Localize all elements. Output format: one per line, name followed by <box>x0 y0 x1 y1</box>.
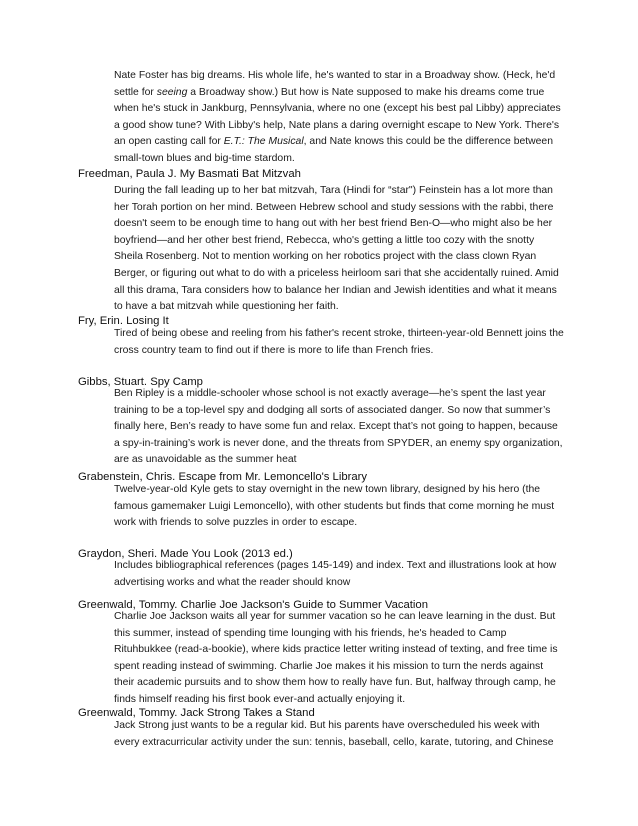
entry-description <box>114 68 564 168</box>
description-text: , and Nate knows this could be the difference between small-town blues and big-time stardom. <box>114 136 553 164</box>
entry-description: During the fall leading up to her bat mitzvah, Tara (Hindi for “star") Feinstein has a lot more than her Torah portion on her mind. Between Hebrew school and study sessions with the rabbi, there doesn't seem to be enough time to hang out with her best friend Ben-O—who might also be her boyfriend—and her other best friend, Rebecca, who's getting a little too cozy with the snotty Sheila Rosenberg. Not to mention working on her robotics project with the class clown Ryan Berger, or figuring out what to do with a priceless heirloom sari that she accidentally ruined. Amid all this drama, Tara considers how to balance her Indian and Jewish identities and what it means to have a bat mitzvah while questioning her faith. <box>114 185 559 313</box>
emphasized-text: E.T.: The Musical <box>223 136 304 148</box>
book-heading: Graydon, Sheri. Made You Look (2013 ed.) <box>78 548 293 560</box>
book-heading: Greenwald, Tommy. Charlie Joe Jackson's Guide to Summer Vacation <box>78 599 428 611</box>
book-heading: Gibbs, Stuart. Spy Camp <box>78 376 203 388</box>
entry-description: Twelve-year-old Kyle gets to stay overnight in the new town library, designed by his hero (the famous gamemaker Luigi Lemoncello), with other students but finds that come morning he must work with friends to solve puzzles in order to escape. <box>114 484 555 529</box>
book-heading: Freedman, Paula J. My Basmati Bat Mitzvah <box>78 168 301 180</box>
description-text: a Broadway show.) But how is Nate supposed to make his dreams come true when he's stuck in Jankburg, Pennsylvania, where no one (except his best pal Libby) appreciates a good show tune? With Libby's help, Nate plans a daring overnight escape to New York. There's an open casting call for <box>114 86 561 148</box>
entry-description: Ben Ripley is a middle-schooler whose school is not exactly average—he’s spent the last year training to be a top-level spy and dodging all sorts of associated danger. So now that summer’s finally here, Ben’s ready to have some fun and relax. Except that’s not going to happen, because a spy-in-training’s work is never done, and the threats from SPYDER, an enemy spy organization, are as unavoidable as the summer heat <box>114 388 563 466</box>
emphasized-text: seeing <box>156 86 188 98</box>
book-heading: Greenwald, Tommy. Jack Strong Takes a Stand <box>78 707 315 719</box>
description-text: Nate Foster has big dreams. His whole life, he's wanted to star in a Broadway show. (Heck, he'd settle for <box>114 70 556 98</box>
entry-description: Tired of being obese and reeling from his father's recent stroke, thirteen-year-old Bennett joins the cross country team to find out if there is more to life than French fries. <box>114 328 564 356</box>
book-heading: Grabenstein, Chris. Escape from Mr. Lemoncello's Library <box>78 471 368 483</box>
entry-description: Jack Strong just wants to be a regular kid. But his parents have overscheduled his week with every extracurricular activity under the sun: tennis, baseball, cello, karate, tutoring, and Chinese <box>114 720 554 748</box>
book-heading: Fry, Erin. Losing It <box>78 315 169 327</box>
entry-description: Includes bibliographical references (pages 145-149) and index. Text and illustrations look at how advertising works and what the reader should know <box>114 560 557 588</box>
entry-description: Charlie Joe Jackson waits all year for summer vacation so he can leave learning in the dust. But this summer, instead of spending time lounging with his friends, he's headed to Camp Rituhbukkee (read-a-bookie), where kids practice letter writing instead of texting, and free time is spent reading instead of swimming. Charlie Joe makes it his mission to turn the nerds against their academic pursuits and to show them how to really have fun. But, halfway through camp, he finds himself reading his first book ever-and actually enjoying it. <box>114 611 558 705</box>
